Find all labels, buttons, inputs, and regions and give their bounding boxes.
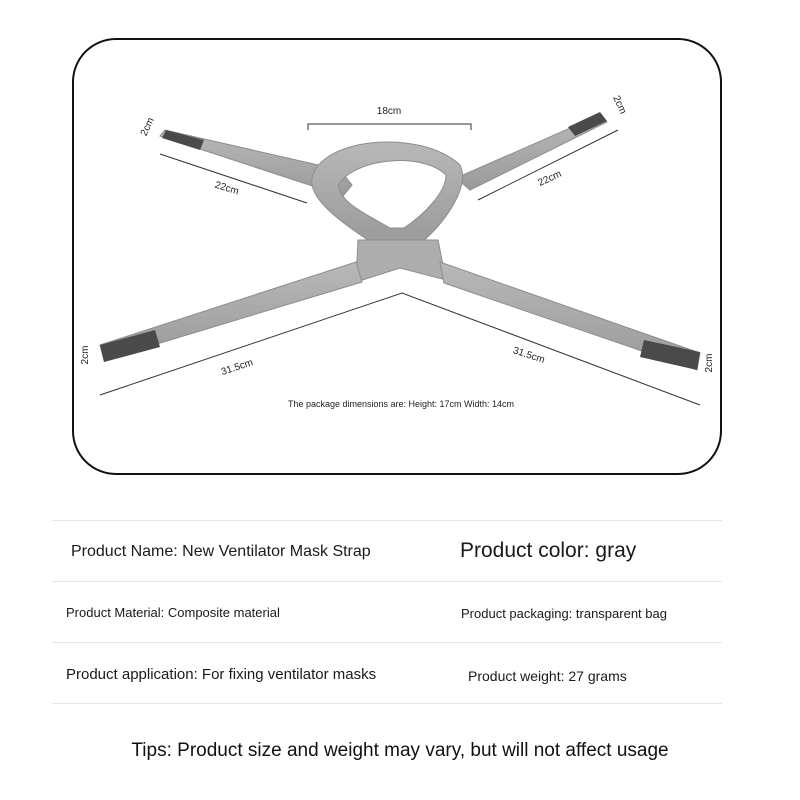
product-spec-table	[52, 520, 722, 704]
product-color: Product color: gray	[460, 539, 637, 562]
upper-right-length-label: 22cm	[536, 168, 564, 189]
product-material: Product Material: Composite material	[66, 605, 280, 620]
product-name: Product Name: New Ventilator Mask Strap	[71, 543, 371, 560]
upper-left-length-label: 22cm	[213, 179, 241, 198]
lower-left-length-label: 31.5cm	[219, 357, 255, 378]
upper-left-width-label: 2cm	[138, 116, 157, 138]
package-dimensions-note: The package dimensions are: Height: 17cm Width: 14cm	[287, 399, 515, 409]
product-application: Product application: For fixing ventilator masks	[66, 666, 377, 683]
lower-right-length-label: 31.5cm	[511, 345, 547, 366]
product-packaging: Product packaging: transparent bag	[461, 606, 667, 621]
spec-row	[52, 520, 722, 581]
upper-right-width-label: 2cm	[610, 94, 629, 116]
tips-note: Tips: Product size and weight may vary, but will not affect usage	[131, 740, 669, 761]
crown-loop	[312, 142, 463, 244]
center-connector	[356, 240, 446, 282]
top-width-label: 18cm	[376, 106, 402, 117]
spec-row	[52, 581, 722, 642]
spec-row	[52, 642, 722, 704]
lower-right-width-label: 2cm	[704, 353, 715, 373]
upper-left-tab	[162, 130, 204, 150]
product-weight: Product weight: 27 grams	[468, 668, 627, 684]
lower-left-width-label: 2cm	[80, 345, 91, 365]
